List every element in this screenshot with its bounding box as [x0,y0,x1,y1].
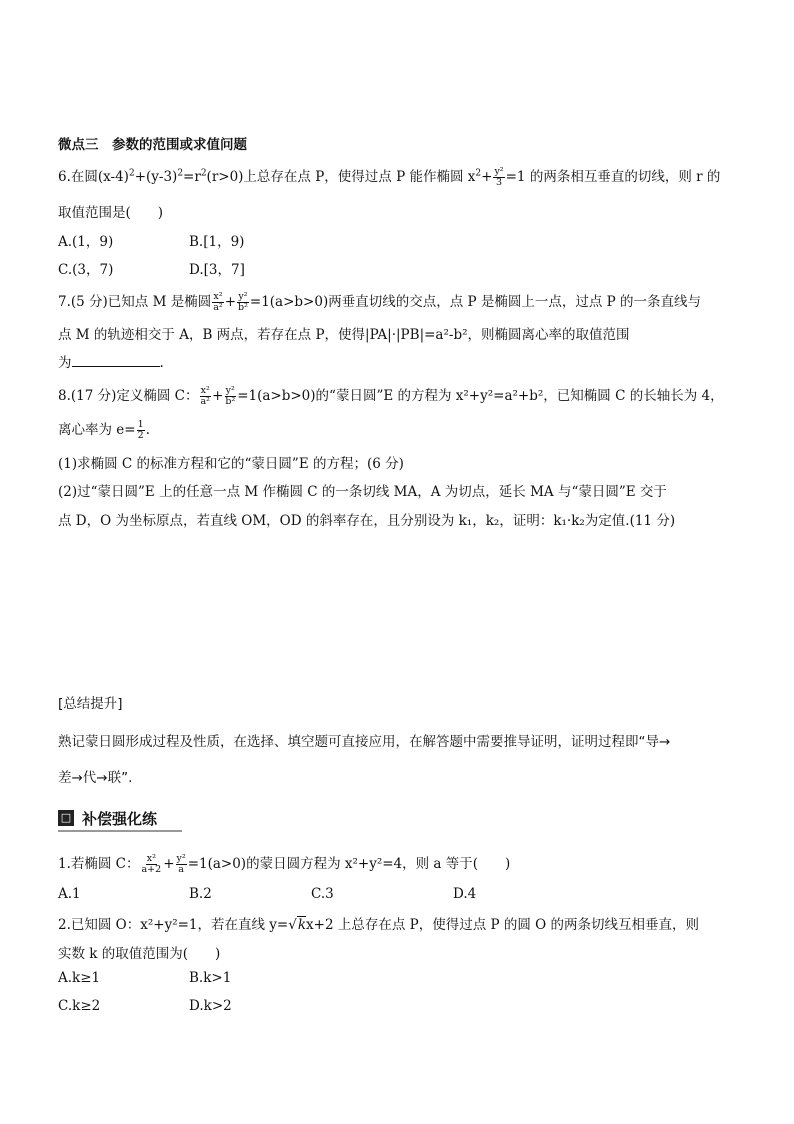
q7-text-wei: 为 [58,355,72,371]
q8-period: . [145,422,150,438]
p1-option-a: A.1 [58,886,81,902]
q7-line3 [58,351,164,371]
q8-part2-line2: 点 D，O 为坐标原点，若直线 OM，OD 的斜率存在，且分别设为 k₁，k₂，证明：k₁·k₂为定值.(11 分) [58,513,676,529]
q8-line1 [58,384,724,407]
q6-text-c: =r [183,169,201,185]
p2-line2: 实数 k 的取值范围为( ) [58,946,221,962]
q6-option-c: C.(3，7) [58,262,114,278]
q8-fraction-e [137,420,145,441]
q8-plus: + [212,388,224,404]
q8-f1-num: x² [200,385,210,396]
p2-option-d: D.k>2 [189,998,232,1014]
q8-f2-den: b² [225,396,236,407]
q6-line2: 取值范围是( ) [58,205,164,221]
q6-frac-den: 3 [496,177,503,188]
q8-e-den: 2 [137,430,144,441]
q8-f2-num: y² [225,385,235,396]
q8-text-b: =1(a>b>0)的“蒙日圆”E 的方程为 x²+y²=a²+b²，已知椭圆 C 的长轴长为 4， [237,388,724,404]
summary-line1: 熟记蒙日圆形成过程及性质，在选择、填空题可直接应用，在解答题中需要推导证明，证明过程即“导→ [58,734,671,750]
q7-fraction-x [212,292,223,313]
section-marker-icon: □ [58,810,74,826]
summary-heading: [总结提升] [58,696,123,712]
q6-option-a: A.(1，9) [58,234,114,250]
p2-sqrt-k: k [297,917,307,933]
p1-fraction-x [141,854,163,875]
p1-text-a: 1.若椭圆 C： [58,856,140,872]
sqrt-symbol: √ [288,917,297,933]
q6-option-b: B.[1，9) [189,234,245,250]
p1-f2-den: a [178,864,184,875]
q7-line1 [58,290,701,313]
q6-text-b: +(y-3) [134,169,178,185]
q7-f1-num: x² [213,291,223,302]
q6-text-a: 6.在圆(x-4) [58,169,129,185]
q8-text-a: 8.(17 分)定义椭圆 C： [58,388,199,404]
p2-text-b: x+2 上总存在点 P，使得过点 P 的圆 O 的两条切线互相垂直，则 [306,917,700,933]
q7-f1-den: a² [213,302,223,313]
q6-line1: 6.在圆$(x-4)^2+(y-3)^2=r^2(r>0)$上总存在点 P，使得过点 P 能作椭圆 $x^2+$ $\frac{\text{y²}}{3}$ =1 的两条相互垂直的切线，则 r 的 [58,166,721,188]
q8-line2 [58,418,150,441]
q7-fraction-y [237,292,249,313]
q6-text-f: =1 的两条相互垂直的切线，则 r 的 [505,169,721,185]
p1-option-d: D.4 [453,886,477,902]
q8-part1: (1)求椭圆 C 的标准方程和它的“蒙日圆”E 的方程；(6 分) [58,456,404,472]
q6-text-d: (r>0)上总存在点 P，使得过点 P 能作椭圆 x [206,169,476,185]
q7-text-b: =1(a>b>0)两垂直切线的交点，点 P 是椭圆上一点，过点 P 的一条直线与 [249,294,702,310]
p2-option-c: C.k≥2 [58,998,101,1014]
q7-f2-num: y² [238,291,248,302]
q8-part2-line1: (2)过“蒙日圆”E 上的任意一点 M 作椭圆 C 的一条切线 MA，A 为切点，延长 MA 与“蒙日圆”E 交于 [58,484,667,500]
q7-plus: + [224,294,236,310]
p1-option-c: C.3 [311,886,334,902]
p1-fraction-y [176,854,187,875]
q8-text-e: 离心率为 e= [58,422,136,438]
p1-line1 [58,852,510,875]
practice-title: 补偿强化练 [82,810,158,828]
p2-option-a: A.k≥1 [58,970,101,986]
p1-plus: + [163,856,175,872]
p2-text-a: 2.已知圆 O：x²+y²=1，若在直线 y= [58,917,289,933]
q6-fraction [493,167,504,188]
q7-period: . [159,355,164,371]
q8-e-num: 1 [137,419,144,430]
p1-f1-num: x² [146,853,156,864]
q7-answer-blank [72,354,160,367]
p2-line1 [58,913,699,933]
q7-text-a: 7.(5 分)已知点 M 是椭圆 [58,294,212,310]
practice-header [58,808,182,832]
p1-f2-num: y² [176,853,186,864]
p1-text-b: =1(a>0)的蒙日圆方程为 x²+y²=4，则 a 等于( ) [187,856,511,872]
q8-f1-den: a² [200,396,210,407]
p2-option-b: B.k>1 [189,970,232,986]
summary-line2: 差→代→联”. [58,770,133,786]
q6-text-e: + [481,169,493,185]
q7-f2-den: b² [238,302,248,313]
q6-frac-num: y² [494,166,504,177]
q8-fraction-y [224,386,236,407]
p1-f1-den: a+2 [141,864,162,875]
section-title: 微点三 参数的范围或求值问题 [58,137,247,153]
q7-line2: 点 M 的轨迹相交于 A，B 两点，若存在点 P，使得|PA|·|PB|=a²-b²，则椭圆离心率的取值范围 [58,327,630,343]
q6-option-d: D.[3，7] [189,262,245,278]
q8-fraction-x [200,386,211,407]
p1-option-b: B.2 [189,886,212,902]
